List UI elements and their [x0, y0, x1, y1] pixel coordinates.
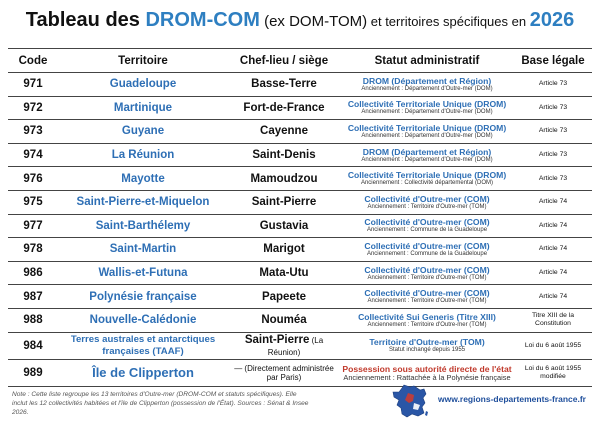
cell-statut [340, 120, 514, 144]
chef-lieu-sub: (Directement administrée par Paris) [244, 363, 334, 382]
cell-territoire: Guadeloupe [58, 73, 228, 97]
table-row [8, 96, 592, 120]
cell-territoire: La Réunion [58, 143, 228, 167]
cell-territoire: Saint-Pierre-et-Miquelon [58, 190, 228, 214]
website-link[interactable]: www.regions-departements-france.fr [438, 394, 586, 404]
statut-sub: Anciennement : Département d'Outre-mer (DOM) [361, 109, 493, 116]
table-row [8, 308, 592, 332]
cell-territoire: Martinique [58, 96, 228, 120]
cell-chef-lieu [228, 120, 340, 144]
table-row [8, 190, 592, 214]
cell-chef-lieu [228, 167, 340, 191]
table-row [8, 120, 592, 144]
cell-territoire: Mayotte [58, 167, 228, 191]
chef-lieu-text: Saint-Pierre [244, 333, 310, 346]
cell-code: 989 [8, 359, 58, 386]
cell-base-legale: Article 73 [514, 96, 592, 120]
cell-territoire: Terres australes et antarctiques françaises (TAAF) [58, 332, 228, 359]
statut-sub: Anciennement : Territoire d'Outre-mer (TOM) [367, 203, 487, 210]
cell-chef-lieu [228, 308, 340, 332]
cell-chef-lieu [228, 332, 340, 359]
france-map-icon [390, 383, 430, 419]
statut-sub: Anciennement : Commune de la Guadeloupe [366, 227, 488, 234]
cell-base-legale: Article 73 [514, 120, 592, 144]
header-statut: Statut administratif [340, 49, 514, 73]
cell-base-legale: Article 73 [514, 167, 592, 191]
cell-code: 976 [8, 167, 58, 191]
chef-lieu-text: Saint-Denis [252, 149, 316, 162]
statut-main: DROM (Département et Région) [362, 75, 492, 86]
cell-statut [340, 285, 514, 309]
cell-territoire: Guyane [58, 120, 228, 144]
table-row [8, 143, 592, 167]
statut-sub: Anciennement : Territoire d'Outre-mer (TOM) [367, 274, 487, 281]
table-header-row [8, 49, 592, 73]
cell-code: 978 [8, 238, 58, 262]
cell-statut [340, 238, 514, 262]
title-part1: Tableau des [25, 9, 146, 31]
statut-sub: Anciennement : Commune de la Guadeloupe [366, 250, 488, 257]
statut-main: Collectivité Territoriale Unique (DROM) [347, 99, 507, 110]
cell-code: 975 [8, 190, 58, 214]
chef-lieu-text: Basse-Terre [251, 78, 317, 91]
cell-base-legale: Article 73 [514, 73, 592, 97]
cell-statut [340, 73, 514, 97]
chef-lieu-text: Cayenne [260, 125, 308, 138]
title-year: 2026 [529, 9, 575, 31]
chef-lieu-text: Mata-Utu [259, 267, 309, 280]
statut-main: Collectivité Territoriale Unique (DROM) [347, 122, 507, 133]
statut-sub: Anciennement : Territoire d'Outre-mer (TOM) [367, 298, 487, 305]
statut-main: DROM (Département et Région) [362, 146, 492, 157]
cell-base-legale: Titre XIII de la Constitution [514, 308, 592, 332]
table-row [8, 332, 592, 359]
table-row [8, 167, 592, 191]
cell-territoire: Wallis-et-Futuna [58, 261, 228, 285]
statut-main: Collectivité d'Outre-mer (COM) [364, 288, 490, 299]
chef-lieu-text: Papeete [261, 290, 307, 303]
cell-base-legale: Article 74 [514, 261, 592, 285]
territories-table [8, 48, 592, 387]
header-territoire: Territoire [58, 49, 228, 73]
cell-statut [340, 261, 514, 285]
statut-sub: Anciennement : Département d'Outre-mer (DOM) [361, 85, 493, 92]
chef-lieu-text: Fort-de-France [243, 101, 325, 114]
cell-statut [340, 308, 514, 332]
table-row [8, 359, 592, 386]
cell-territoire: Saint-Martin [58, 238, 228, 262]
footnote: Note : Cette liste regroupe les 13 territoires d'Outre-mer (DROM-COM et statuts spécifiques). Elle inclut les 12 collectivités habitées et l'île de Clipperton (possession de l'État). Sources : Sénat & Insee 2026. [12, 391, 309, 416]
cell-chef-lieu [228, 190, 340, 214]
cell-territoire: Île de Clipperton [58, 359, 228, 386]
chef-lieu-text: Mamoudzou [250, 172, 318, 185]
chef-lieu-text: — [234, 363, 245, 373]
cell-code: 972 [8, 96, 58, 120]
statut-main: Collectivité d'Outre-mer (COM) [364, 264, 490, 275]
table-row [8, 261, 592, 285]
cell-chef-lieu [228, 359, 340, 386]
page-title [0, 7, 600, 35]
cell-base-legale: Article 74 [514, 285, 592, 309]
cell-code: 987 [8, 285, 58, 309]
cell-base-legale: Loi du 6 août 1955 [514, 332, 592, 359]
cell-chef-lieu [228, 261, 340, 285]
table-row [8, 73, 592, 97]
statut-main: Collectivité Sui Generis (Titre XIII) [358, 311, 496, 322]
header-chef-lieu: Chef-lieu / siège [228, 49, 340, 73]
chef-lieu-text: Nouméa [261, 314, 307, 327]
statut-sub: Anciennement : Département d'Outre-mer (DOM) [361, 156, 493, 163]
cell-code: 973 [8, 120, 58, 144]
cell-code: 971 [8, 73, 58, 97]
cell-code: 974 [8, 143, 58, 167]
statut-sub: Statut inchangé depuis 1955 [388, 347, 466, 354]
cell-statut [340, 190, 514, 214]
cell-base-legale: Article 73 [514, 143, 592, 167]
cell-statut [340, 332, 514, 359]
cell-chef-lieu [228, 238, 340, 262]
chef-lieu-sub: (La Réunion) [267, 335, 324, 357]
statut-main: Territoire d'Outre-mer (TOM) [369, 337, 485, 348]
cell-chef-lieu [228, 143, 340, 167]
table-row [8, 238, 592, 262]
cell-base-legale: Article 74 [514, 214, 592, 238]
cell-statut [340, 214, 514, 238]
cell-code: 986 [8, 261, 58, 285]
statut-sub: Anciennement : Rattachée à la Polynésie française [343, 373, 511, 383]
cell-code: 977 [8, 214, 58, 238]
title-paren: (ex DOM-TOM) [259, 13, 368, 30]
cell-territoire: Saint-Barthélemy [58, 214, 228, 238]
title-accent: DROM-COM [145, 9, 260, 31]
title-part2: et territoires spécifiques en [367, 14, 530, 29]
statut-main: Possession sous autorité directe de l'état [342, 364, 512, 375]
header-code: Code [8, 49, 58, 73]
cell-territoire: Polynésie française [58, 285, 228, 309]
cell-chef-lieu [228, 285, 340, 309]
cell-statut [340, 96, 514, 120]
cell-chef-lieu [228, 214, 340, 238]
statut-main: Collectivité d'Outre-mer (COM) [364, 240, 490, 251]
cell-base-legale: Loi du 6 août 1955 modifiée [514, 359, 592, 386]
chef-lieu-text: Gustavia [259, 219, 309, 232]
cell-statut [340, 167, 514, 191]
chef-lieu-text: Saint-Pierre [251, 196, 317, 209]
cell-chef-lieu [228, 96, 340, 120]
cell-base-legale: Article 74 [514, 238, 592, 262]
cell-chef-lieu [228, 73, 340, 97]
table-row [8, 214, 592, 238]
statut-sub: Anciennement : Territoire d'Outre-mer (TOM) [367, 321, 487, 328]
table-row [8, 285, 592, 309]
cell-statut [340, 359, 514, 386]
statut-main: Collectivité d'Outre-mer (COM) [364, 193, 490, 204]
cell-base-legale: Article 74 [514, 190, 592, 214]
statut-main: Collectivité Territoriale Unique (DROM) [347, 170, 507, 181]
statut-sub: Anciennement : Département d'Outre-mer (DOM) [361, 132, 493, 139]
chef-lieu-text: Marigot [263, 243, 305, 256]
statut-main: Collectivité d'Outre-mer (COM) [364, 217, 490, 228]
cell-territoire: Nouvelle-Calédonie [58, 308, 228, 332]
header-base-legale: Base légale [514, 49, 592, 73]
statut-sub: Anciennement : Collectivité départemental (DOM) [360, 180, 494, 187]
cell-code: 984 [8, 332, 58, 359]
cell-code: 988 [8, 308, 58, 332]
cell-statut [340, 143, 514, 167]
